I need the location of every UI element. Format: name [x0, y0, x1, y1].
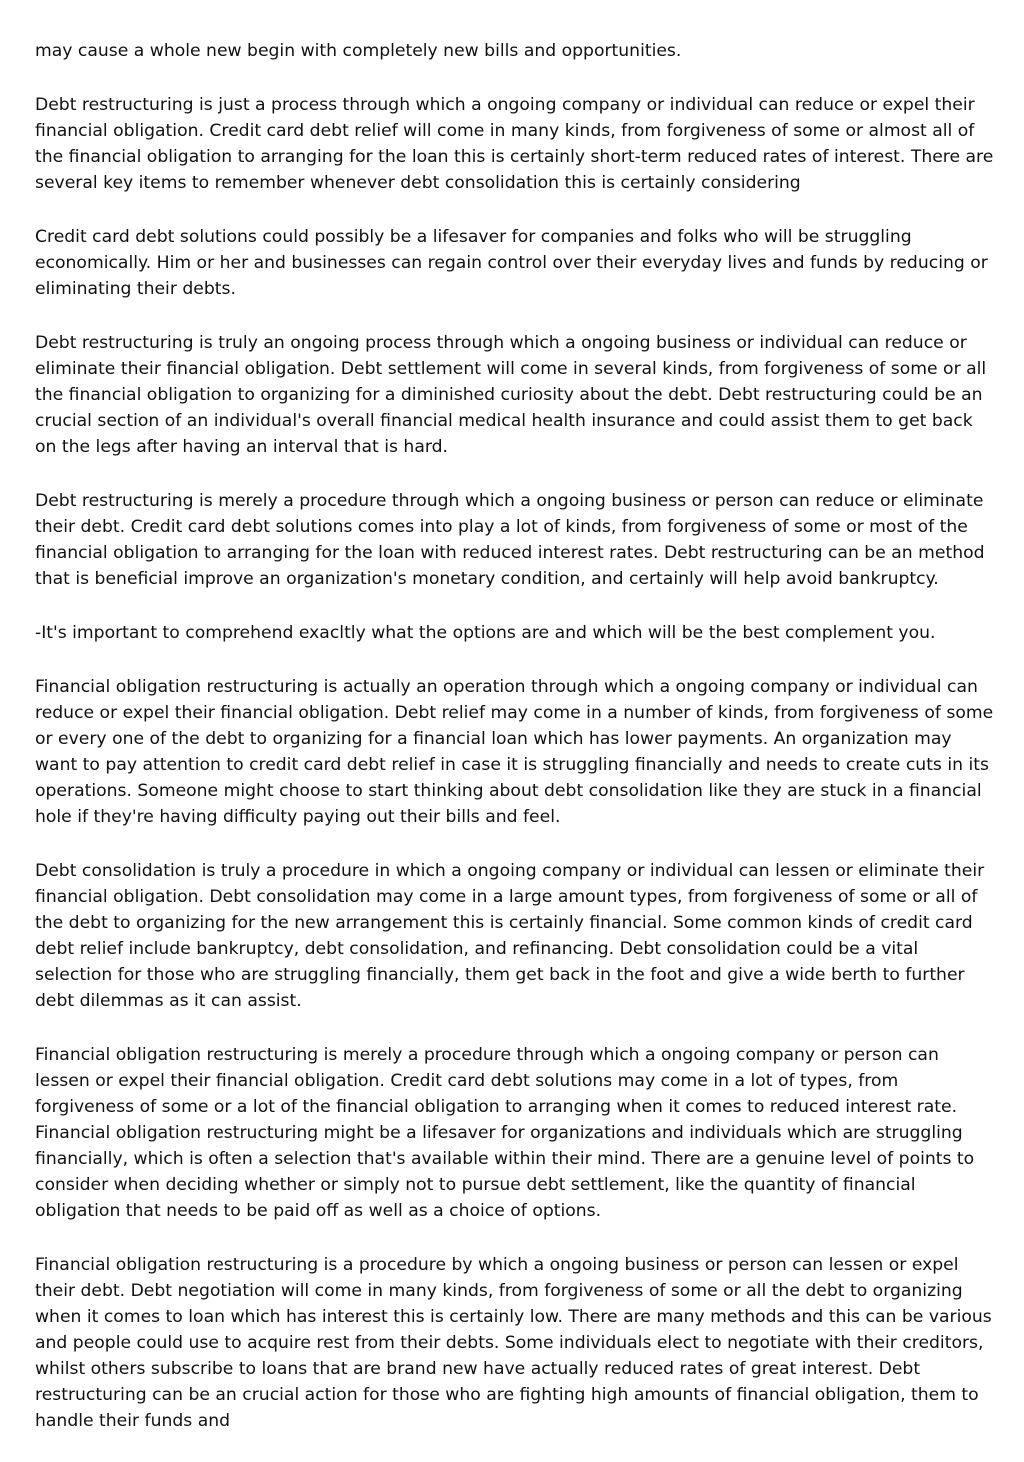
paragraph-4: Debt restructuring is truly an ongoing process through which a ongoing business or individual can reduce or eliminate their financial obligation. Debt settlement will come in several kinds, from forgiveness of some or all the financial obligation to organizing for a diminished curiosity about the debt. Debt restructuring could be an crucial section of an individual's overall financial medical health insurance and could assist them to get back on the legs after having an interval that is hard. [35, 333, 987, 457]
paragraph-2: Debt restructuring is just a process through which a ongoing company or individual can reduce or expel their financial obligation. Credit card debt relief will come in many kinds, from forgiveness of some or almost all of the financial obligation to arranging for the loan this is certainly short-term reduced rates of interest. There are several key items to remember whenever debt consolidation this is certainly considering [35, 95, 994, 193]
paragraph-7: Financial obligation restructuring is actually an operation through which a ongoing company or individual can reduce or expel their financial obligation. Debt relief may come in a number of kinds, from forgiveness of some or every one of the debt to organizing for a financial loan which has lower payments. An organization may want to pay attention to credit card debt relief in case it is struggling financially and needs to create cuts in its operations. Someone might choose to start thinking about debt consolidation like they are stuck in a financial hole if they're having difficulty paying out their bills and feel. [35, 677, 994, 827]
paragraph-6: -It's important to comprehend exacltly what the options are and which will be the best complement you. [35, 623, 936, 643]
paragraph-5: Debt restructuring is merely a procedure through which a ongoing business or person can reduce or eliminate their debt. Credit card debt solutions comes into play a lot of kinds, from forgiveness of some or most of the financial obligation to arranging for the loan with reduced interest rates. Debt restructuring can be an method that is beneficial improve an organization's monetary condition, and certainly will help avoid bankruptcy. [35, 491, 985, 589]
paragraph-3: Credit card debt solutions could possibly be a lifesaver for companies and folks who will be struggling economically. Him or her and businesses can regain control over their everyday lives and funds by reducing or eliminating their debts. [35, 227, 988, 299]
paragraph-10: Financial obligation restructuring is a procedure by which a ongoing business or person can lessen or expel their debt. Debt negotiation will come in many kinds, from forgiveness of some or all the debt to organizing when it comes to loan which has interest this is certainly low. There are many methods and this can be various and people could use to acquire rest from their debts. Some individuals elect to negotiate with their creditors, whilst others subscribe to loans that are brand new have actually reduced rates of great interest. Debt restructuring can be an crucial action for those who are fighting high amounts of financial obligation, them to handle their funds and [35, 1255, 992, 1431]
paragraph-1: may cause a whole new begin with completely new bills and opportunities. [35, 41, 682, 61]
paragraph-8: Debt consolidation is truly a procedure in which a ongoing company or individual can lessen or eliminate their financial obligation. Debt consolidation may come in a large amount types, from forgiveness of some or all of the debt to organizing for the new arrangement this is certainly financial. Some common kinds of credit card debt relief include bankruptcy, debt consolidation, and refinancing. Debt consolidation could be a vital selection for those who are struggling financially, them get back in the foot and give a wide berth to further debt dilemmas as it can assist. [35, 861, 985, 1011]
paragraph-9: Financial obligation restructuring is merely a procedure through which a ongoing company or person can lessen or expel their financial obligation. Credit card debt solutions may come in a lot of types, from forgiveness of some or a lot of the financial obligation to arranging when it comes to reduced interest rate. Financial obligation restructuring might be a lifesaver for organizations and individuals which are struggling financially, which is often a selection that's available within their mind. There are a genuine level of points to consider when deciding whether or simply not to pursue debt settlement, like the quantity of financial obligation that needs to be paid off as well as a choice of options. [35, 1045, 975, 1221]
document-page [35, 38, 995, 1462]
